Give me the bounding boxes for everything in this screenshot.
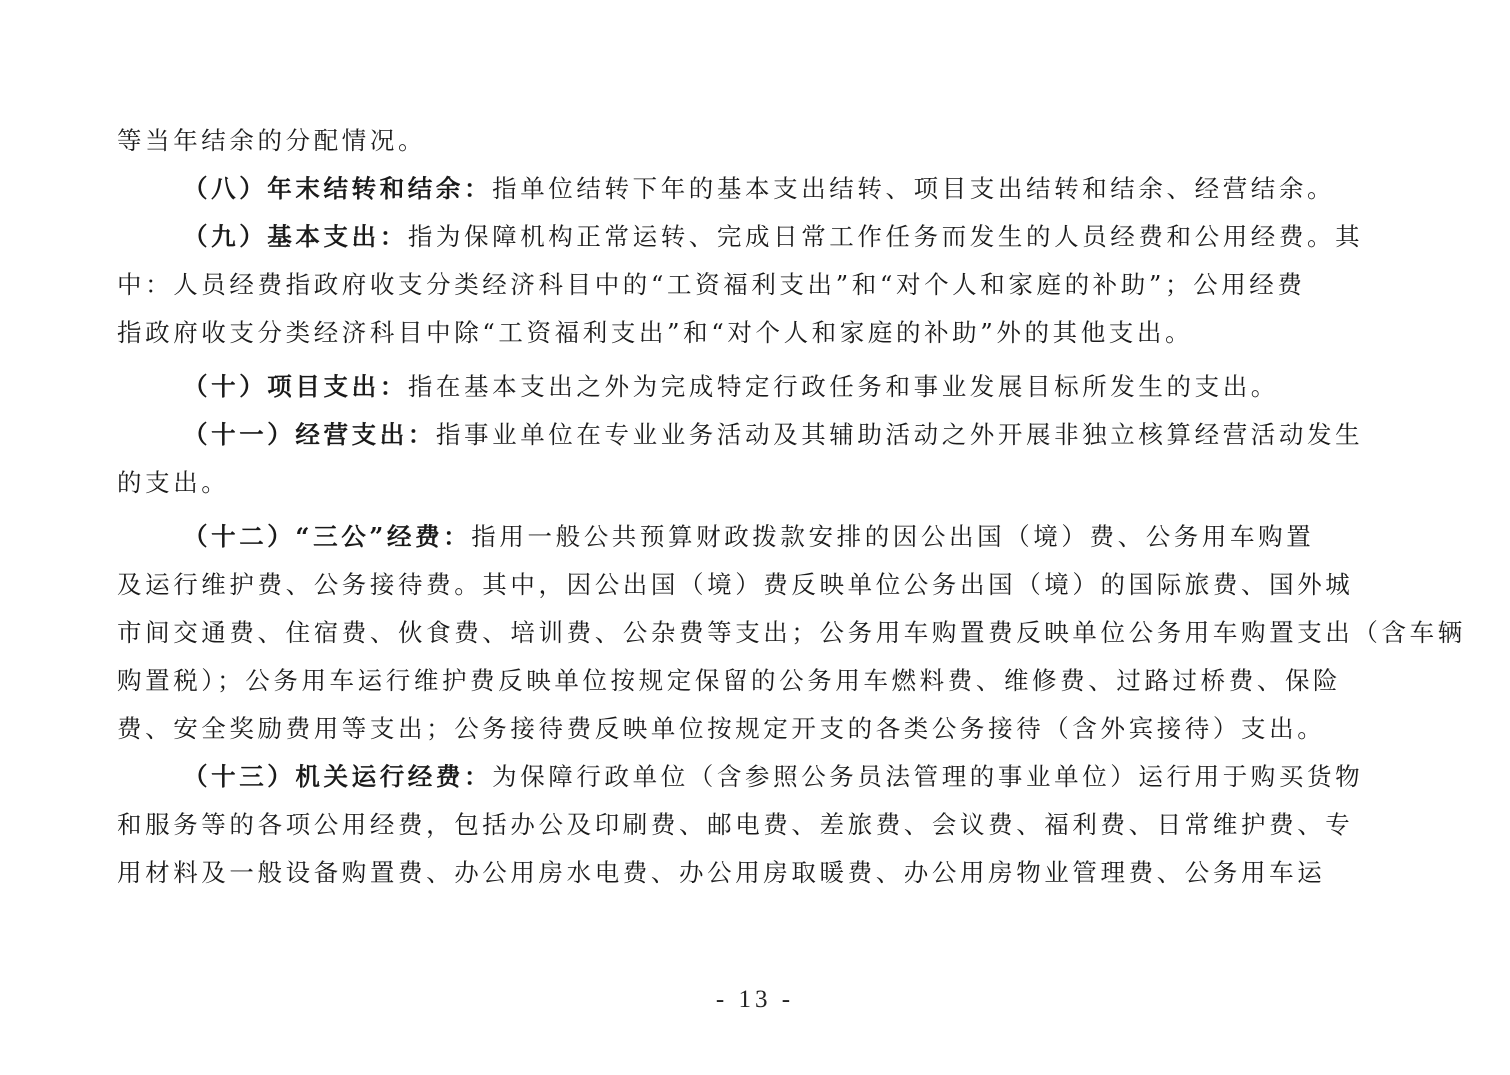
term-label-9: （九）基本支出： (183, 222, 408, 251)
term-label-8: （八）年末结转和结余： (183, 174, 493, 203)
definition-text-10: 指在基本支出之外为完成特定行政任务和事业发展目标所发生的支出。 (407, 372, 1279, 401)
definition-text-8: 指单位结转下年的基本支出结转、项目支出结转和结余、经营结余。 (492, 174, 1336, 203)
paragraph-line-13: 费、安全奖励费用等支出；公务接待费反映单位按规定开支的各类公务接待（含外宾接待）支出。 (117, 714, 1326, 743)
term-label-13: （十三）机关运行经费： (183, 762, 493, 791)
paragraph-line-16: 用材料及一般设备购置费、办公用房水电费、办公用房取暖费、办公用房物业管理费、公务用车运 (117, 858, 1326, 887)
paragraph-line-4: 中：人员经费指政府收支分类经济科目中的“工资福利支出”和“对个人和家庭的补助”；公用经费 (117, 270, 1306, 299)
definition-text-11: 指事业单位在专业业务活动及其辅助活动之外开展非独立核算经营活动发生 (435, 420, 1364, 449)
paragraph-line-1: 等当年结余的分配情况。 (117, 126, 427, 155)
paragraph-line-10: 及运行维护费、公务接待费。其中，因公出国（境）费反映单位公务出国（境）的国际旅费、国外城 (117, 570, 1354, 599)
paragraph-line-8: 的支出。 (117, 468, 230, 497)
paragraph-line-5: 指政府收支分类经济科目中除“工资福利支出”和“对个人和家庭的补助”外的其他支出。 (117, 318, 1194, 347)
page-number: - 13 - (715, 986, 795, 1013)
paragraph-line-14 (117, 753, 1417, 801)
term-label-12: （十二）“三公”经费： (183, 522, 472, 551)
paragraph-line-9 (117, 513, 1417, 561)
definition-text-13: 为保障行政单位（含参照公务员法管理的事业单位）运行用于购买货物 (492, 762, 1364, 791)
definition-text-12: 指用一般公共预算财政拨款安排的因公出国（境）费、公务用车购置 (471, 522, 1315, 551)
term-label-10: （十）项目支出： (183, 372, 408, 401)
paragraph-line-6 (117, 363, 1417, 411)
paragraph-line-11: 市间交通费、住宿费、伙食费、培训费、公杂费等支出；公务用车购置费反映单位公务用车购置支出（含车辆 (117, 618, 1466, 647)
definition-text-9: 指为保障机构正常运转、完成日常工作任务而发生的人员经费和公用经费。其 (407, 222, 1364, 251)
term-label-11: （十一）经营支出： (183, 420, 436, 449)
paragraph-line-7 (117, 411, 1417, 459)
paragraph-line-12: 购置税）；公务用车运行维护费反映单位按规定保留的公务用车燃料费、维修费、过路过桥费、保险 (117, 666, 1342, 695)
paragraph-line-3 (117, 213, 1417, 261)
document-body (117, 117, 1466, 897)
paragraph-line-2 (117, 165, 1417, 213)
paragraph-line-15: 和服务等的各项公用经费，包括办公及印刷费、邮电费、差旅费、会议费、福利费、日常维护费、专 (117, 810, 1354, 839)
